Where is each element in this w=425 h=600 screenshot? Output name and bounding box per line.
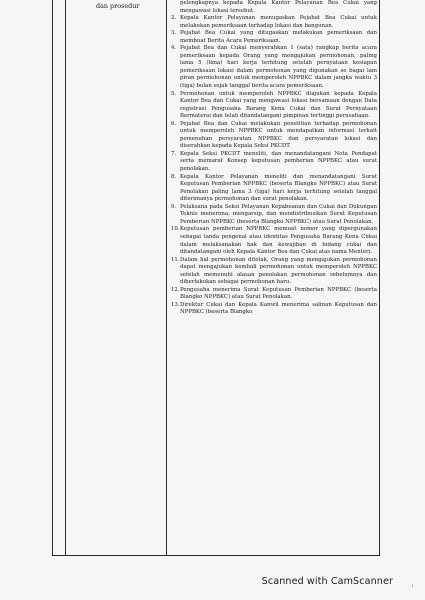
list-item-number: 8.	[171, 173, 177, 180]
list-item-number: 11.	[171, 256, 180, 263]
list-item-text: Pejabat Bea Cukai yang ditugaskan melakukan pemeriksaan dan membuat Berita Acara Pemeriksaan.	[180, 30, 377, 44]
table-border-left	[52, 0, 53, 556]
list-item-number: 10.	[171, 226, 180, 233]
list-item-number: 6.	[171, 120, 177, 127]
list-item	[171, 15, 377, 30]
list-item	[171, 287, 377, 302]
list-item	[171, 151, 377, 174]
list-item-number: 13.	[171, 301, 180, 308]
table-border-col1	[65, 0, 66, 556]
table-border-right	[379, 0, 380, 556]
list-item-number: 4.	[171, 45, 177, 52]
list-item	[171, 30, 377, 45]
list-item-text: Kepala Kantor Pelayanan meneliti dan menandatangani Surat Keputusan Pemberian NPPBKC (beserta Blangko NPPBKC) atau Surat Penolakan paling lama 3 (tiga) hari kerja terhitung setelah tanggal diterimanya permohonan dan surat penolakan.	[180, 173, 377, 203]
list-item	[171, 174, 377, 204]
procedure-steps	[171, 0, 377, 317]
list-item-number: 3.	[171, 30, 177, 37]
list-item	[171, 45, 377, 90]
list-item-number: 5.	[171, 90, 177, 97]
list-item	[171, 0, 377, 15]
list-item	[171, 302, 377, 317]
list-item-text: Pejabat Bea dan Cukai menyerahkan 1 (satu) rangkap berita acara pemeriksaan kepada Orang yang mengajukan permohonan, paling lama 5 (lima) hari kerja terhitung setelah pernyataan kesiapan pemeriksaan lokasi dalam permohonan yang digunakan se bagai lam piran permohonan untuk memperoleh NPPBKC dalam jangka waktu 3 (tiga) bulan sejak tanggal berita acara pemeriksaan.	[180, 45, 377, 90]
list-item-text: Keputusan pemberian NPPBKC memuat nomor yang dipergunakan sebagai tanda pengenal atau identitas Pengusaha Barang Kena Cukai dalam melaksanakan hak dan kewajiban di bidang cukai dan ditandatangani oleh Kepala Kantor Bea dan Cukai atas nama Menteri.	[180, 226, 377, 256]
row-label: dan prosedur	[96, 2, 140, 10]
list-item-text: Kepala Kantor Pelayanan menugaskan Pejabat Bea Cukai untuk melakukan pemeriksaan terhadap lokasi dan bangunan.	[180, 15, 377, 29]
list-item-number: 2.	[171, 15, 177, 22]
table-border-col2	[166, 0, 167, 556]
list-item	[171, 257, 377, 287]
list-item-text: Pengusaha menerima Surat Keputusan Pemberian NPPBKC (beserta Blangko NPPBKC) atau Surat Penolakan.	[180, 286, 377, 301]
list-item	[171, 204, 377, 227]
corner-mark: ı	[411, 583, 413, 588]
list-item	[171, 226, 377, 256]
list-item-text: Permohonan untuk memperoleh NPPBKC diajukan kepada Kepala Kantor Bea dan Cukai yang mengawasi lokasi bersamaan dengan Data registrasi Pengusaha Barang Kena Cukai dan Surat Pernyataan Bermaterai dan telah ditandatangani pimpinan tertinggi perusahaan.	[180, 90, 377, 120]
list-item-text: Direktur Cukai dan Kepala Kanwil menerima salinan Keputusan dan NPPBKC (beserta Blangko	[180, 301, 377, 316]
list-item-number: 7.	[171, 150, 177, 157]
list-item	[171, 121, 377, 151]
scanner-watermark: Scanned with CamScanner	[261, 576, 393, 587]
list-item	[171, 91, 377, 121]
list-item-number: 12.	[171, 286, 180, 293]
list-item-text: pelengkapnya kepada Kepala Kantor Pelayanan Bea Cukai yang mengawasi lokasi tersebut.	[180, 0, 377, 14]
list-item-text: Dalam hal permohonan ditolak, Orang yang mengajukan permohonan dapat mengajukan kembali permohonan untuk memperoleh NPPBKC setelah memenuhi alasan penolakan permohonan sebelumnya dan diberlakukan sebagai permohonan baru.	[180, 256, 377, 286]
list-item-number: 9.	[171, 203, 177, 210]
list-item-text: Pejabat Bea dan Cukai melakukan penelitian terhadap permohonan untuk memperoleh NPPBKC untuk mendapatkan informasi terkait pemenuhan persyaratan NPPBKC dan persyaratan lokasi dan diserahkan kepada Kepala Seksi PKCDT.	[180, 120, 377, 150]
list-item-text: Pelaksana pada Seksi Pelayanan Kepabeanan dan Cukai dan Dukungan Teknis menerima, mengarsip, dan mendistribusikan Surat Keputusan Pemberian NPPBKC (beserta Blangko NPPBKC) atau Surat Penolakan.	[180, 203, 377, 225]
list-item-text: Kepala Seksi PKCDT meneliti, dan menandatangani Nota Pendapat serta memaraf Konsep keputusan pemberian NPPBKC atau surat penolakan.	[180, 150, 377, 173]
table-border-bottom	[52, 555, 380, 556]
